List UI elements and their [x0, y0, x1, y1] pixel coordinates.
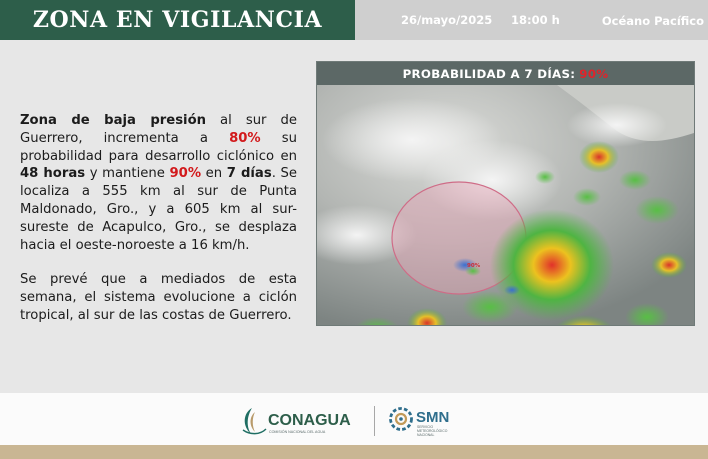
map-header: [317, 62, 694, 85]
bulletin-text: [20, 112, 297, 325]
map-header-label: PROBABILIDAD A 7 DÍAS:: [402, 66, 576, 81]
probability-48h: 80%: [229, 130, 261, 146]
conagua-name: CONAGUA: [268, 412, 351, 429]
page-title: ZONA EN VIGILANCIA: [32, 7, 323, 33]
probability-7d: 90%: [169, 166, 202, 182]
smn-subtitle-line-3: NACIONAL: [417, 433, 435, 437]
smn-logo: [386, 404, 476, 438]
bulletin-time: 18:00 h: [511, 13, 560, 27]
smn-subtitle-line-1: SERVICIO: [417, 425, 434, 429]
smn-subtitle-line-2: METEOROLÓGICO: [417, 429, 448, 433]
system-type: Zona de baja presión: [20, 113, 207, 128]
bulletin-paragraph-1: [20, 112, 297, 254]
zone-probability-label: 90%: [467, 263, 481, 269]
logo-divider: [374, 406, 375, 436]
text-segment: . Se localiza a 555 km al sur de Punta Maldonado, Gro., y a 605 km al sur-sureste de Acapulco, Gro., se desplaza hacia el oeste-noroeste a 16 km/h.: [20, 166, 297, 253]
window-48h: 48 horas: [20, 166, 86, 182]
satellite-map-panel: [316, 61, 695, 326]
footer-bar: [0, 445, 708, 459]
map-header-probability: 90%: [579, 66, 609, 81]
header-title-banner: [0, 0, 355, 40]
window-7d: 7 días: [226, 166, 272, 182]
text-segment: al sur de Guerrero, incrementa a: [20, 113, 297, 146]
bulletin-region: Océano Pacífico: [601, 14, 704, 28]
text-segment: y mantiene: [85, 166, 170, 182]
bulletin-date: 26/mayo/2025: [401, 13, 493, 27]
bulletin-paragraph-2: Se prevé que a mediados de esta semana, el sistema evolucione a ciclón tropical, al sur de las costas de Guerrero.: [20, 272, 297, 323]
text-segment: en: [201, 166, 227, 182]
satellite-image: [317, 85, 694, 325]
conagua-subtitle: COMISIÓN NACIONAL DEL AGUA: [269, 430, 326, 434]
smn-emblem-icon: [391, 409, 412, 430]
smn-name: SMN: [416, 409, 450, 426]
text-segment: su probabilidad para desarrollo ciclónico en: [20, 130, 298, 164]
conagua-logo: [238, 404, 368, 438]
header-info-bar: [355, 0, 708, 40]
conagua-emblem-icon: [243, 408, 266, 434]
